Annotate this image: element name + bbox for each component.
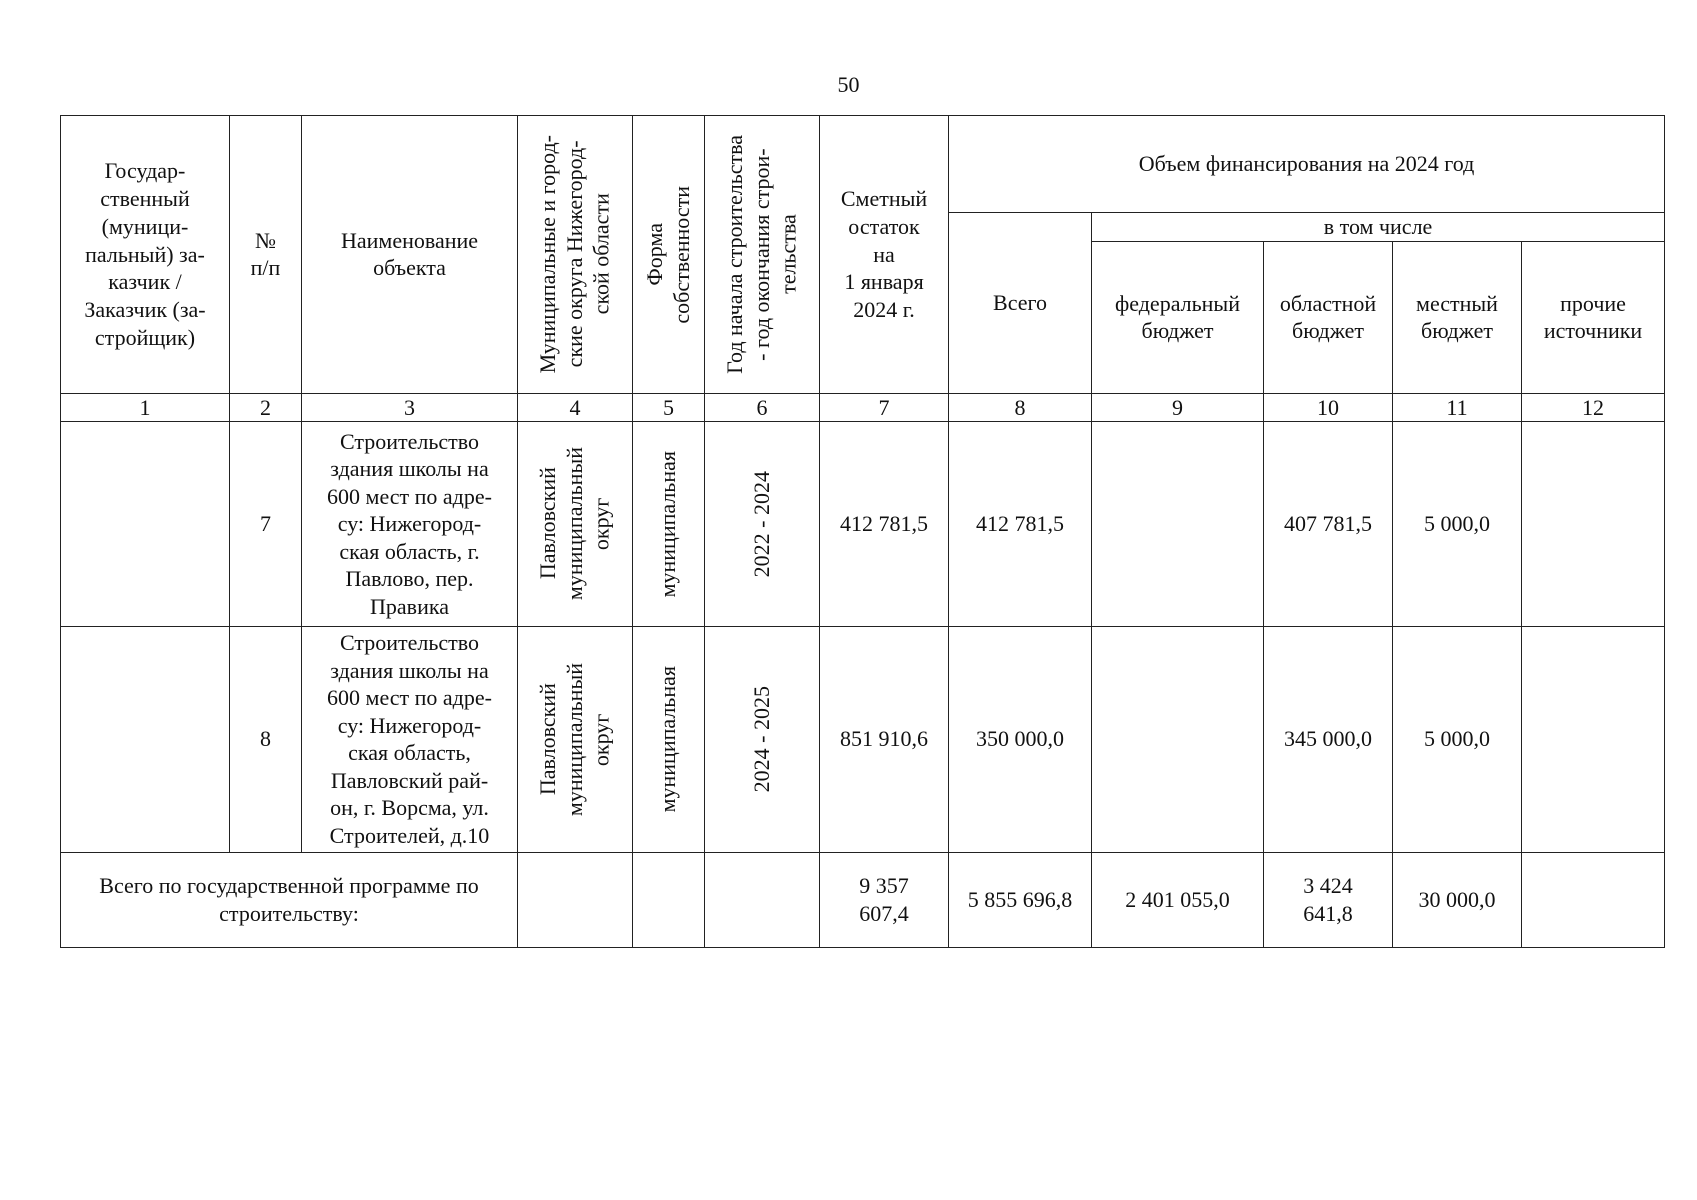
header-number: № п/п: [230, 116, 302, 394]
other-sources: [1522, 421, 1665, 626]
row-number: 8: [230, 626, 302, 852]
column-number: 12: [1522, 393, 1665, 421]
totals-estimated-balance: 9 357 607,4: [820, 852, 949, 947]
other-sources: [1522, 626, 1665, 852]
header-total: Всего: [949, 213, 1092, 394]
financing-table: [60, 115, 1665, 948]
federal-budget: [1092, 626, 1264, 852]
totals-total-funding: 5 855 696,8: [949, 852, 1092, 947]
total-funding: 350 000,0: [949, 626, 1092, 852]
header-ownership: Форма собственности: [633, 116, 705, 394]
totals-label: Всего по государственной программе по строительству:: [61, 852, 518, 947]
column-number: 6: [705, 393, 820, 421]
ownership-cell: муниципальная: [633, 421, 705, 626]
totals-ownership: [633, 852, 705, 947]
local-budget: 5 000,0: [1393, 421, 1522, 626]
federal-budget: [1092, 421, 1264, 626]
object-name: Строительство здания школы на 600 мест по адре- су: Нижегород- ская область, Павловский рай- он, г. Ворсма, ул. Строителей, д.10: [302, 626, 518, 852]
header-funding-title: Объем финансирования на 2024 год: [949, 116, 1665, 213]
header-customer: Государ- ственный (муници- пальный) за- казчик / Заказчик (за- стройщик): [61, 116, 230, 394]
column-number: 3: [302, 393, 518, 421]
header-district: Муниципальные и город- ские округа Нижегород- ской области: [518, 116, 633, 394]
district-cell: Павловский муниципальный округ: [518, 421, 633, 626]
page-number: 50: [837, 72, 860, 97]
header-row-1: [61, 116, 1665, 213]
header-regional-budget: областной бюджет: [1264, 241, 1393, 393]
column-number: 4: [518, 393, 633, 421]
totals-row: [61, 852, 1665, 947]
column-number: 8: [949, 393, 1092, 421]
column-number: 11: [1393, 393, 1522, 421]
column-number: 1: [61, 393, 230, 421]
local-budget: 5 000,0: [1393, 626, 1522, 852]
column-number: 9: [1092, 393, 1264, 421]
column-number: 5: [633, 393, 705, 421]
totals-federal-budget: 2 401 055,0: [1092, 852, 1264, 947]
table-row: [61, 421, 1665, 626]
totals-local-budget: 30 000,0: [1393, 852, 1522, 947]
total-funding: 412 781,5: [949, 421, 1092, 626]
column-number: 7: [820, 393, 949, 421]
header-years: Год начала строительства - год окончания строи- тельства: [705, 116, 820, 394]
object-name: Строительство здания школы на 600 мест по адре- су: Нижегород- ская область, г. Павлово, пер. Правика: [302, 421, 518, 626]
district-cell: Павловский муниципальный округ: [518, 626, 633, 852]
column-number-row: [61, 393, 1665, 421]
table-row: [61, 626, 1665, 852]
header-federal-budget: федеральный бюджет: [1092, 241, 1264, 393]
totals-years: [705, 852, 820, 947]
column-number: 2: [230, 393, 302, 421]
totals-regional-budget: 3 424 641,8: [1264, 852, 1393, 947]
regional-budget: 407 781,5: [1264, 421, 1393, 626]
customer-cell: [61, 626, 230, 852]
years-cell: 2024 - 2025: [705, 626, 820, 852]
totals-district: [518, 852, 633, 947]
regional-budget: 345 000,0: [1264, 626, 1393, 852]
header-including: в том числе: [1092, 213, 1665, 242]
years-cell: 2022 - 2024: [705, 421, 820, 626]
header-other-sources: прочие источники: [1522, 241, 1665, 393]
estimated-balance: 412 781,5: [820, 421, 949, 626]
ownership-cell: муниципальная: [633, 626, 705, 852]
totals-other-sources: [1522, 852, 1665, 947]
row-number: 7: [230, 421, 302, 626]
customer-cell: [61, 421, 230, 626]
header-local-budget: местный бюджет: [1393, 241, 1522, 393]
estimated-balance: 851 910,6: [820, 626, 949, 852]
header-estimated-balance: Сметный остаток на 1 января 2024 г.: [820, 116, 949, 394]
header-object-name: Наименование объекта: [302, 116, 518, 394]
column-number: 10: [1264, 393, 1393, 421]
